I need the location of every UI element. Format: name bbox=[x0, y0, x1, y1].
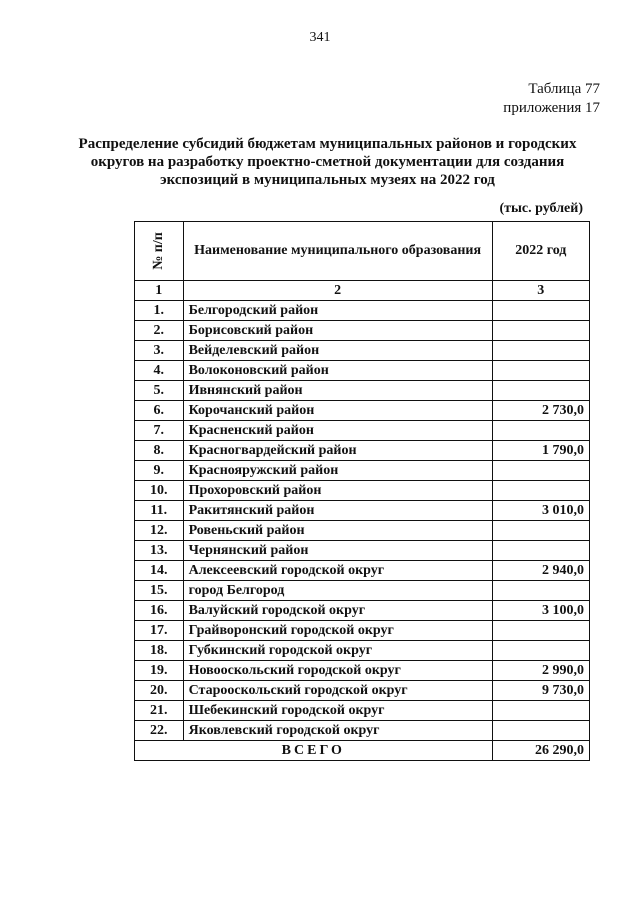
subsidy-value: 9 730,0 bbox=[492, 681, 589, 701]
table-row bbox=[135, 341, 590, 361]
table-row bbox=[135, 621, 590, 641]
table-row bbox=[135, 661, 590, 681]
total-label: ВСЕГО bbox=[135, 741, 493, 761]
municipality-name: Ивнянский район bbox=[183, 381, 492, 401]
column-index-row bbox=[135, 281, 590, 301]
municipality-name: Алексеевский городской округ bbox=[183, 561, 492, 581]
subsidy-value: 3 010,0 bbox=[492, 501, 589, 521]
table-row bbox=[135, 381, 590, 401]
row-number: 6. bbox=[135, 401, 184, 421]
subsidy-value bbox=[492, 321, 589, 341]
row-number: 12. bbox=[135, 521, 184, 541]
table-row bbox=[135, 561, 590, 581]
municipality-name: Красногвардейский район bbox=[183, 441, 492, 461]
header-num-label: № п/п bbox=[150, 232, 166, 270]
document-title: Распределение субсидий бюджетам муниципальных районов и городских округов на разработку проектно-сметной документации для создания экспозиций в муниципальных музеях на 2022 год bbox=[78, 136, 577, 188]
subsidy-value bbox=[492, 341, 589, 361]
subsidy-value: 3 100,0 bbox=[492, 601, 589, 621]
municipality-name: Старооскольский городской округ bbox=[183, 681, 492, 701]
municipality-name: Краснояружский район bbox=[183, 461, 492, 481]
municipality-name: Ровеньский район bbox=[183, 521, 492, 541]
column-index: 2 bbox=[183, 281, 492, 301]
subsidy-value bbox=[492, 621, 589, 641]
table-row bbox=[135, 401, 590, 421]
table-row bbox=[135, 501, 590, 521]
subsidy-value: 2 990,0 bbox=[492, 661, 589, 681]
row-number: 18. bbox=[135, 641, 184, 661]
row-number: 22. bbox=[135, 721, 184, 741]
row-number: 20. bbox=[135, 681, 184, 701]
municipality-name: Новооскольский городской округ bbox=[183, 661, 492, 681]
municipality-name: Валуйский городской округ bbox=[183, 601, 492, 621]
table-row bbox=[135, 581, 590, 601]
table-row bbox=[135, 461, 590, 481]
subsidy-value bbox=[492, 301, 589, 321]
municipality-name: Волоконовский район bbox=[183, 361, 492, 381]
municipality-name: Ракитянский район bbox=[183, 501, 492, 521]
row-number: 15. bbox=[135, 581, 184, 601]
row-number: 9. bbox=[135, 461, 184, 481]
municipality-name: Белгородский район bbox=[183, 301, 492, 321]
row-number: 3. bbox=[135, 341, 184, 361]
row-number: 7. bbox=[135, 421, 184, 441]
municipality-name: Борисовский район bbox=[183, 321, 492, 341]
subsidy-value bbox=[492, 521, 589, 541]
row-number: 11. bbox=[135, 501, 184, 521]
header-name: Наименование муниципального образования bbox=[183, 222, 492, 281]
subsidy-value: 1 790,0 bbox=[492, 441, 589, 461]
subsidy-value bbox=[492, 701, 589, 721]
row-number: 8. bbox=[135, 441, 184, 461]
total-row bbox=[135, 741, 590, 761]
row-number: 4. bbox=[135, 361, 184, 381]
row-number: 2. bbox=[135, 321, 184, 341]
units-label: (тыс. рублей) bbox=[499, 201, 583, 216]
subsidy-value bbox=[492, 461, 589, 481]
table-label: Таблица 77 bbox=[528, 81, 600, 97]
municipality-name: Яковлевский городской округ bbox=[183, 721, 492, 741]
row-number: 1. bbox=[135, 301, 184, 321]
subsidy-value bbox=[492, 381, 589, 401]
table-row bbox=[135, 641, 590, 661]
row-number: 5. bbox=[135, 381, 184, 401]
table-body bbox=[135, 301, 590, 741]
table-row bbox=[135, 441, 590, 461]
page-number: 341 bbox=[309, 30, 331, 45]
municipality-name: Прохоровский район bbox=[183, 481, 492, 501]
table-row bbox=[135, 301, 590, 321]
table-row bbox=[135, 361, 590, 381]
subsidy-value bbox=[492, 641, 589, 661]
column-index: 1 bbox=[135, 281, 184, 301]
table-row bbox=[135, 521, 590, 541]
table-row bbox=[135, 421, 590, 441]
municipality-name: Красненский район bbox=[183, 421, 492, 441]
municipality-name: Корочанский район bbox=[183, 401, 492, 421]
table-reference bbox=[503, 80, 600, 118]
municipality-name: Губкинский городской округ bbox=[183, 641, 492, 661]
subsidy-value: 2 730,0 bbox=[492, 401, 589, 421]
row-number: 19. bbox=[135, 661, 184, 681]
table-row bbox=[135, 481, 590, 501]
subsidy-value bbox=[492, 541, 589, 561]
subsidy-table bbox=[134, 221, 590, 761]
municipality-name: Грайворонский городской округ bbox=[183, 621, 492, 641]
subsidy-value bbox=[492, 721, 589, 741]
column-index: 3 bbox=[492, 281, 589, 301]
municipality-name: Шебекинский городской округ bbox=[183, 701, 492, 721]
subsidy-value bbox=[492, 361, 589, 381]
subsidy-value bbox=[492, 481, 589, 501]
appendix-label: приложения 17 bbox=[503, 100, 600, 116]
table-row bbox=[135, 721, 590, 741]
table-row bbox=[135, 541, 590, 561]
row-number: 21. bbox=[135, 701, 184, 721]
row-number: 10. bbox=[135, 481, 184, 501]
table-row bbox=[135, 681, 590, 701]
header-year: 2022 год bbox=[492, 222, 589, 281]
municipality-name: Чернянский район bbox=[183, 541, 492, 561]
table-row bbox=[135, 701, 590, 721]
subsidy-value: 2 940,0 bbox=[492, 561, 589, 581]
subsidy-value bbox=[492, 421, 589, 441]
municipality-name: город Белгород bbox=[183, 581, 492, 601]
row-number: 14. bbox=[135, 561, 184, 581]
total-value: 26 290,0 bbox=[492, 741, 589, 761]
header-num bbox=[135, 222, 184, 281]
table-header-row bbox=[135, 222, 590, 281]
municipality-name: Вейделевский район bbox=[183, 341, 492, 361]
row-number: 16. bbox=[135, 601, 184, 621]
table-row bbox=[135, 601, 590, 621]
row-number: 13. bbox=[135, 541, 184, 561]
table-row bbox=[135, 321, 590, 341]
row-number: 17. bbox=[135, 621, 184, 641]
subsidy-value bbox=[492, 581, 589, 601]
